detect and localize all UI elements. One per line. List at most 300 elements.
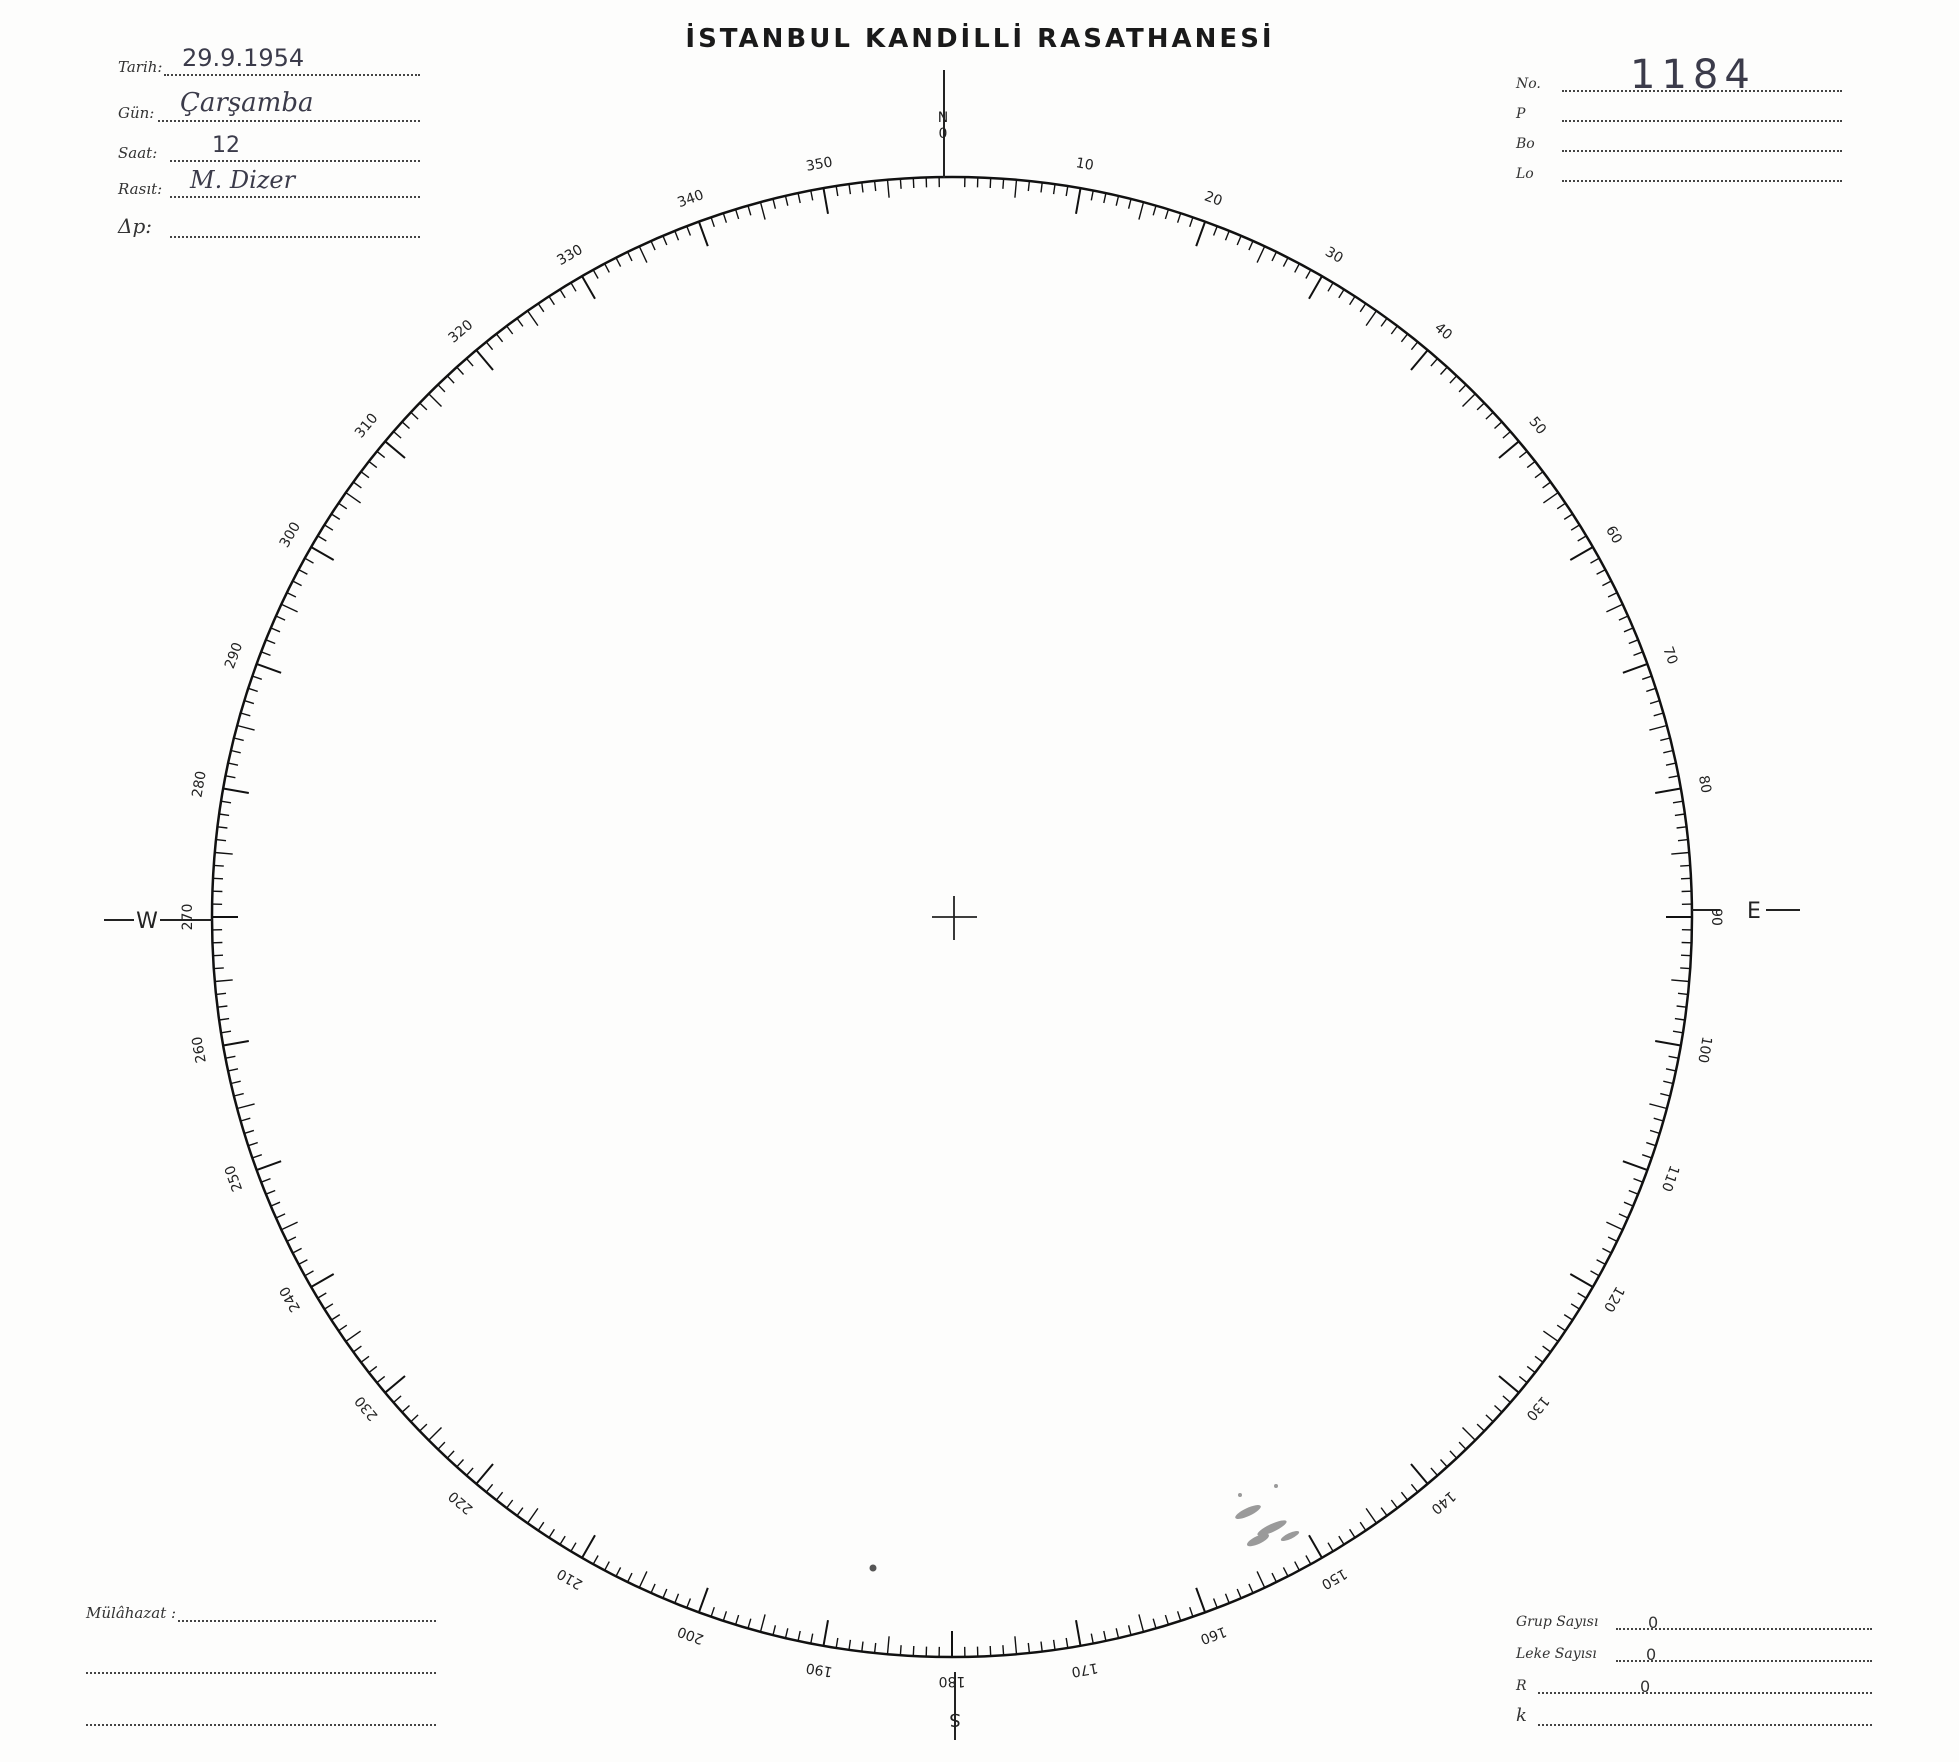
degree-tick: [1360, 304, 1366, 312]
degree-tick: [361, 1356, 369, 1362]
degree-tick: [467, 1468, 474, 1476]
degree-tick: [281, 604, 297, 612]
degree-tick: [1673, 1031, 1683, 1033]
degree-label-160: 160: [1198, 1622, 1229, 1647]
degree-tick: [1646, 1143, 1656, 1146]
degree-tick: [1557, 503, 1565, 509]
degree-tick: [1571, 1304, 1580, 1309]
degree-tick: [1411, 1484, 1417, 1492]
degree-tick: [538, 304, 544, 312]
degree-tick: [219, 814, 229, 815]
degree-tick: [990, 1646, 991, 1656]
degree-tick: [318, 536, 327, 541]
degree-tick: [1249, 1584, 1253, 1593]
degree-tick: [1624, 628, 1633, 632]
degree-tick: [1003, 1645, 1004, 1655]
degree-label-30: 30: [1322, 244, 1346, 267]
degree-tick: [457, 367, 464, 374]
degree-tick: [824, 1620, 829, 1646]
degree-label-260: 260: [189, 1035, 210, 1065]
degree-tick: [216, 840, 226, 841]
degree-tick: [1249, 241, 1253, 250]
degree-tick: [394, 432, 402, 439]
degree-tick: [1608, 593, 1617, 597]
degree-tick: [1076, 188, 1081, 214]
degree-tick: [811, 1634, 813, 1644]
degree-tick: [1608, 1237, 1617, 1241]
degree-tick: [429, 1428, 442, 1441]
degree-tick: [1663, 1081, 1673, 1083]
degree-label-330: 330: [554, 241, 586, 270]
degree-label-60: 60: [1602, 523, 1625, 547]
degree-tick: [1091, 191, 1093, 201]
degree-tick: [1634, 1179, 1643, 1183]
degree-tick: [1196, 222, 1205, 247]
degree-tick: [1328, 1543, 1333, 1552]
degree-tick: [411, 1415, 418, 1422]
observatory-title: İSTANBUL KANDİLLİ RASATHANESİ: [685, 24, 1275, 54]
degree-label-170: 170: [1070, 1659, 1100, 1680]
degree-tick: [223, 1041, 249, 1046]
degree-tick: [447, 1451, 454, 1458]
degree-tick: [663, 1589, 667, 1598]
degree-tick: [257, 664, 282, 673]
degree-tick: [675, 1594, 679, 1603]
degree-tick: [420, 403, 427, 410]
degree-tick: [1564, 514, 1572, 519]
time-label: Saat:: [118, 144, 158, 162]
degree-tick: [1602, 1248, 1611, 1253]
degree-tick: [1028, 1643, 1029, 1653]
degree-tick: [1477, 403, 1484, 410]
degree-tick: [1366, 1508, 1376, 1523]
degree-tick: [299, 570, 308, 575]
degree-tick: [402, 1406, 409, 1413]
degree-tick: [699, 1588, 708, 1613]
degree-tick: [476, 350, 493, 370]
degree-tick: [862, 183, 863, 193]
degree-tick: [353, 1346, 361, 1352]
degree-tick: [888, 1636, 890, 1654]
degree-tick: [1129, 199, 1131, 209]
degree-tick: [1309, 1535, 1322, 1558]
degree-tick: [476, 1464, 493, 1484]
degree-tick: [1350, 1529, 1355, 1537]
degree-tick: [1028, 181, 1029, 191]
degree-tick: [1678, 993, 1688, 994]
degree-tick: [1178, 1611, 1181, 1621]
degree-tick: [1543, 493, 1558, 503]
degree-tick: [237, 726, 254, 731]
degree-tick: [1054, 1640, 1055, 1650]
degree-tick: [1411, 350, 1428, 370]
degree-tick: [219, 1019, 229, 1020]
degree-tick: [339, 503, 347, 509]
degree-label-240: 240: [276, 1283, 305, 1315]
degree-tick: [1283, 258, 1288, 267]
degree-tick: [324, 1304, 333, 1309]
degree-tick: [1190, 217, 1193, 227]
degree-tick: [228, 1069, 238, 1071]
south-letter: S: [949, 1709, 961, 1730]
degree-tick: [223, 789, 249, 794]
degree-tick: [248, 688, 258, 691]
degree-tick: [1663, 751, 1673, 753]
degree-tick: [438, 1442, 445, 1449]
degree-tick: [1306, 270, 1311, 279]
degree-tick: [1411, 342, 1417, 350]
degree-tick: [1597, 1260, 1606, 1265]
degree-tick: [549, 1529, 554, 1537]
degree-tick: [1660, 1094, 1670, 1096]
degree-tick: [723, 213, 726, 223]
degree-tick: [528, 1508, 538, 1523]
degree-tick: [1677, 1006, 1687, 1007]
degree-tick: [1654, 713, 1664, 716]
degree-tick: [1543, 1331, 1558, 1341]
degree-tick: [1463, 1428, 1476, 1441]
degree-tick: [1054, 184, 1055, 194]
degree-tick: [517, 1508, 523, 1516]
group-count-label: Grup Sayısı: [1516, 1614, 1599, 1630]
degree-tick: [346, 493, 361, 503]
degree-label-290: 290: [222, 640, 247, 671]
degree-label-310: 310: [351, 410, 382, 442]
degree-tick: [1450, 376, 1457, 383]
degree-tick: [1519, 1376, 1527, 1382]
degree-tick: [593, 1556, 598, 1565]
degree-tick: [528, 311, 538, 326]
degree-tick: [1190, 1607, 1193, 1617]
degree-tick: [1328, 283, 1333, 292]
r-value: 0: [1640, 1677, 1651, 1696]
degree-tick: [1495, 422, 1502, 429]
degree-tick: [1272, 252, 1276, 261]
degree-tick: [1650, 701, 1660, 704]
degree-tick: [723, 1611, 726, 1621]
degree-tick: [736, 209, 739, 219]
degree-tick: [699, 222, 708, 247]
degree-tick: [331, 1315, 339, 1320]
degree-tick: [849, 1640, 850, 1650]
degree-tick: [305, 1271, 314, 1276]
degree-tick: [293, 581, 302, 586]
degree-tick: [394, 1396, 402, 1403]
east-letter: E: [1747, 899, 1761, 924]
spot-count-label: Leke Sayısı: [1516, 1646, 1597, 1662]
degree-label-140: 140: [1427, 1487, 1459, 1518]
degree-tick: [1441, 367, 1448, 374]
degree-tick: [287, 593, 296, 597]
degree-tick: [900, 1645, 901, 1655]
degree-tick: [331, 514, 339, 519]
degree-tick: [1597, 570, 1606, 575]
degree-tick: [824, 188, 829, 214]
degree-tick: [213, 878, 223, 879]
degree-tick: [1503, 1396, 1511, 1403]
degree-label-300: 300: [276, 519, 305, 551]
degree-tick: [1557, 1325, 1565, 1331]
degree-tick: [1499, 441, 1519, 458]
degree-tick: [1519, 451, 1527, 457]
degree-tick: [593, 270, 598, 279]
lo-label: Lo: [1516, 166, 1534, 182]
degree-label-130: 130: [1522, 1392, 1553, 1424]
degree-tick: [1104, 193, 1106, 203]
degree-tick: [276, 616, 285, 620]
degree-tick: [1591, 1271, 1600, 1276]
degree-tick: [1041, 1642, 1042, 1652]
degree-tick: [875, 181, 876, 191]
degree-tick: [1153, 1619, 1156, 1629]
degree-tick: [811, 191, 813, 201]
degree-tick: [1066, 1638, 1068, 1648]
degree-tick: [1570, 547, 1593, 560]
degree-tick: [221, 801, 231, 803]
degree-tick: [1350, 296, 1355, 304]
degree-tick: [1463, 394, 1476, 407]
degree-tick: [1666, 763, 1676, 765]
degree-tick: [560, 1536, 565, 1545]
degree-tick: [1477, 1424, 1484, 1431]
degree-tick: [252, 676, 261, 679]
degree-tick: [231, 751, 241, 753]
degree-tick: [990, 178, 991, 188]
degree-tick: [346, 1331, 361, 1341]
degree-tick: [1619, 616, 1628, 620]
degree-tick: [1257, 1571, 1265, 1587]
degree-tick: [339, 1325, 347, 1331]
degree-tick: [261, 1179, 270, 1183]
degree-tick: [1129, 1625, 1131, 1635]
degree-tick: [1650, 1130, 1660, 1133]
degree-tick: [1272, 1573, 1276, 1582]
degree-tick: [651, 1584, 655, 1593]
degree-tick: [1366, 311, 1376, 326]
degree-tick: [241, 1118, 251, 1121]
degree-tick: [1564, 1315, 1572, 1320]
degree-tick: [281, 1222, 297, 1230]
degree-tick: [1578, 536, 1587, 541]
degree-tick: [798, 193, 800, 203]
degree-tick: [571, 1543, 576, 1552]
degree-tick: [1391, 1500, 1397, 1508]
degree-tick: [1003, 179, 1004, 189]
degree-tick: [549, 296, 554, 304]
degree-tick: [1527, 461, 1535, 467]
degree-tick: [1237, 1589, 1241, 1598]
degree-tick: [1431, 359, 1438, 367]
degree-tick: [538, 1522, 544, 1530]
degree-tick: [1535, 1356, 1543, 1362]
degree-tick: [218, 827, 228, 828]
degree-tick: [361, 472, 369, 478]
degree-tick: [447, 376, 454, 383]
degree-label-110: 110: [1657, 1163, 1682, 1194]
degree-tick: [369, 461, 377, 467]
degree-tick: [353, 482, 361, 488]
degree-tick: [1214, 1599, 1218, 1608]
degree-tick: [287, 1237, 296, 1241]
degree-tick: [1571, 525, 1580, 530]
degree-labels: [180, 154, 1724, 1689]
degree-tick: [507, 326, 513, 334]
degree-label-200: 200: [675, 1622, 706, 1647]
degree-tick: [318, 1293, 327, 1298]
degree-tick: [385, 1376, 405, 1393]
sketch-marks: [870, 1484, 1301, 1572]
degree-tick: [836, 1638, 838, 1648]
degree-tick: [257, 1161, 282, 1170]
degree-tick: [299, 1260, 308, 1265]
degree-tick: [1660, 738, 1670, 740]
degree-tick: [639, 1571, 647, 1587]
degree-tick: [1339, 289, 1344, 298]
degree-tick: [311, 547, 334, 560]
degree-tick: [311, 1274, 334, 1287]
degree-tick: [605, 264, 610, 273]
degree-tick: [266, 1191, 275, 1195]
remarks-label: Mülâhazat :: [86, 1604, 177, 1622]
date-value: 29.9.1954: [182, 44, 305, 72]
degree-tick: [1629, 1191, 1638, 1195]
degree-tick: [1649, 1104, 1666, 1109]
degree-tick: [571, 283, 576, 292]
degree-tick: [913, 1646, 914, 1656]
degree-tick: [1283, 1567, 1288, 1576]
degree-tick: [913, 178, 914, 188]
degree-tick: [507, 1500, 513, 1508]
bo-label: Bo: [1516, 136, 1535, 152]
degree-tick: [1391, 326, 1397, 334]
west-letter: W: [136, 909, 158, 934]
degree-tick: [271, 1202, 280, 1206]
degree-tick: [234, 738, 244, 740]
degree-tick: [271, 628, 280, 632]
degree-tick: [900, 179, 901, 189]
degree-label-50: 50: [1525, 413, 1550, 438]
degree-tick: [377, 1376, 385, 1382]
degree-tick: [1153, 206, 1156, 216]
degree-tick: [1543, 482, 1551, 488]
degree-tick: [761, 1614, 766, 1631]
degree-tick: [1680, 968, 1690, 969]
degree-tick: [252, 1155, 261, 1158]
degree-tick: [849, 184, 850, 194]
degree-tick: [711, 217, 714, 227]
degree-tick: [1499, 1376, 1519, 1393]
degree-tick: [467, 359, 474, 367]
degree-tick: [1226, 1594, 1230, 1603]
degree-tick: [1459, 1442, 1466, 1449]
degree-tick: [1602, 581, 1611, 586]
degree-tick: [1655, 789, 1681, 794]
degree-label-320: 320: [445, 316, 477, 347]
degree-tick: [438, 385, 445, 392]
degree-tick: [486, 342, 492, 350]
degree-tick: [1066, 186, 1068, 196]
degree-tick: [1214, 226, 1218, 235]
degree-tick: [687, 1599, 691, 1608]
degree-tick: [486, 1484, 492, 1492]
degree-label-90: 90: [1708, 908, 1724, 926]
degree-label-250: 250: [222, 1163, 247, 1194]
degree-tick: [1459, 385, 1466, 392]
degree-tick: [711, 1607, 714, 1617]
degree-tick: [241, 713, 251, 716]
degree-tick: [1681, 955, 1691, 956]
degree-tick: [248, 1143, 258, 1146]
degree-tick: [1619, 1214, 1628, 1218]
degree-tick: [687, 226, 691, 235]
day-label: Gün:: [118, 104, 155, 122]
degree-tick: [639, 246, 647, 262]
degree-tick: [1624, 1202, 1633, 1206]
degree-tick: [1076, 1620, 1081, 1646]
degree-tick: [1381, 1508, 1387, 1516]
degree-tick: [836, 186, 838, 196]
degree-tick: [457, 1460, 464, 1467]
north-letter: N: [937, 110, 949, 126]
degree-tick: [1649, 726, 1666, 731]
degree-tick: [218, 1006, 228, 1007]
degree-tick: [1411, 1464, 1428, 1484]
p-label: P: [1516, 106, 1526, 122]
degree-tick: [1226, 231, 1230, 240]
degree-tick: [305, 558, 314, 563]
degree-tick: [517, 318, 523, 326]
degree-tick: [402, 422, 409, 429]
degree-tick: [1295, 264, 1300, 273]
degree-tick: [261, 652, 270, 656]
degree-tick: [605, 1562, 610, 1571]
degree-label-70: 70: [1659, 644, 1681, 667]
degree-tick: [226, 1056, 236, 1058]
degree-tick: [213, 955, 223, 956]
degree-tick: [429, 394, 442, 407]
degree-tick: [1486, 1415, 1493, 1422]
degree-tick: [228, 763, 238, 765]
degree-tick: [748, 1619, 751, 1629]
degree-label-350: 350: [804, 154, 834, 175]
degree-tick: [411, 412, 418, 419]
degree-tick: [216, 993, 226, 994]
degree-tick: [1673, 801, 1683, 803]
degree-tick: [862, 1642, 863, 1652]
degree-tick: [1116, 196, 1118, 206]
degree-tick: [496, 334, 502, 342]
number-value: 1184: [1630, 52, 1756, 98]
degree-label-190: 190: [804, 1659, 834, 1680]
degree-tick: [761, 202, 766, 219]
degree-tick: [1642, 1155, 1652, 1158]
degree-tick: [1295, 1562, 1300, 1571]
degree-tick: [1654, 1118, 1664, 1121]
degree-tick: [1116, 1628, 1118, 1638]
degree-tick: [582, 1535, 595, 1558]
degree-tick: [1591, 558, 1600, 563]
degree-tick: [1165, 209, 1168, 219]
degree-tick: [1671, 980, 1689, 982]
degree-tick: [1671, 853, 1689, 855]
degree-tick: [1675, 1019, 1685, 1020]
degree-tick: [560, 289, 565, 298]
degree-tick: [1527, 1366, 1535, 1372]
degree-tick: [214, 865, 224, 866]
delta-p-label: Δp:: [118, 214, 152, 238]
degree-tick: [1642, 676, 1652, 679]
degree-label-120: 120: [1599, 1283, 1628, 1315]
